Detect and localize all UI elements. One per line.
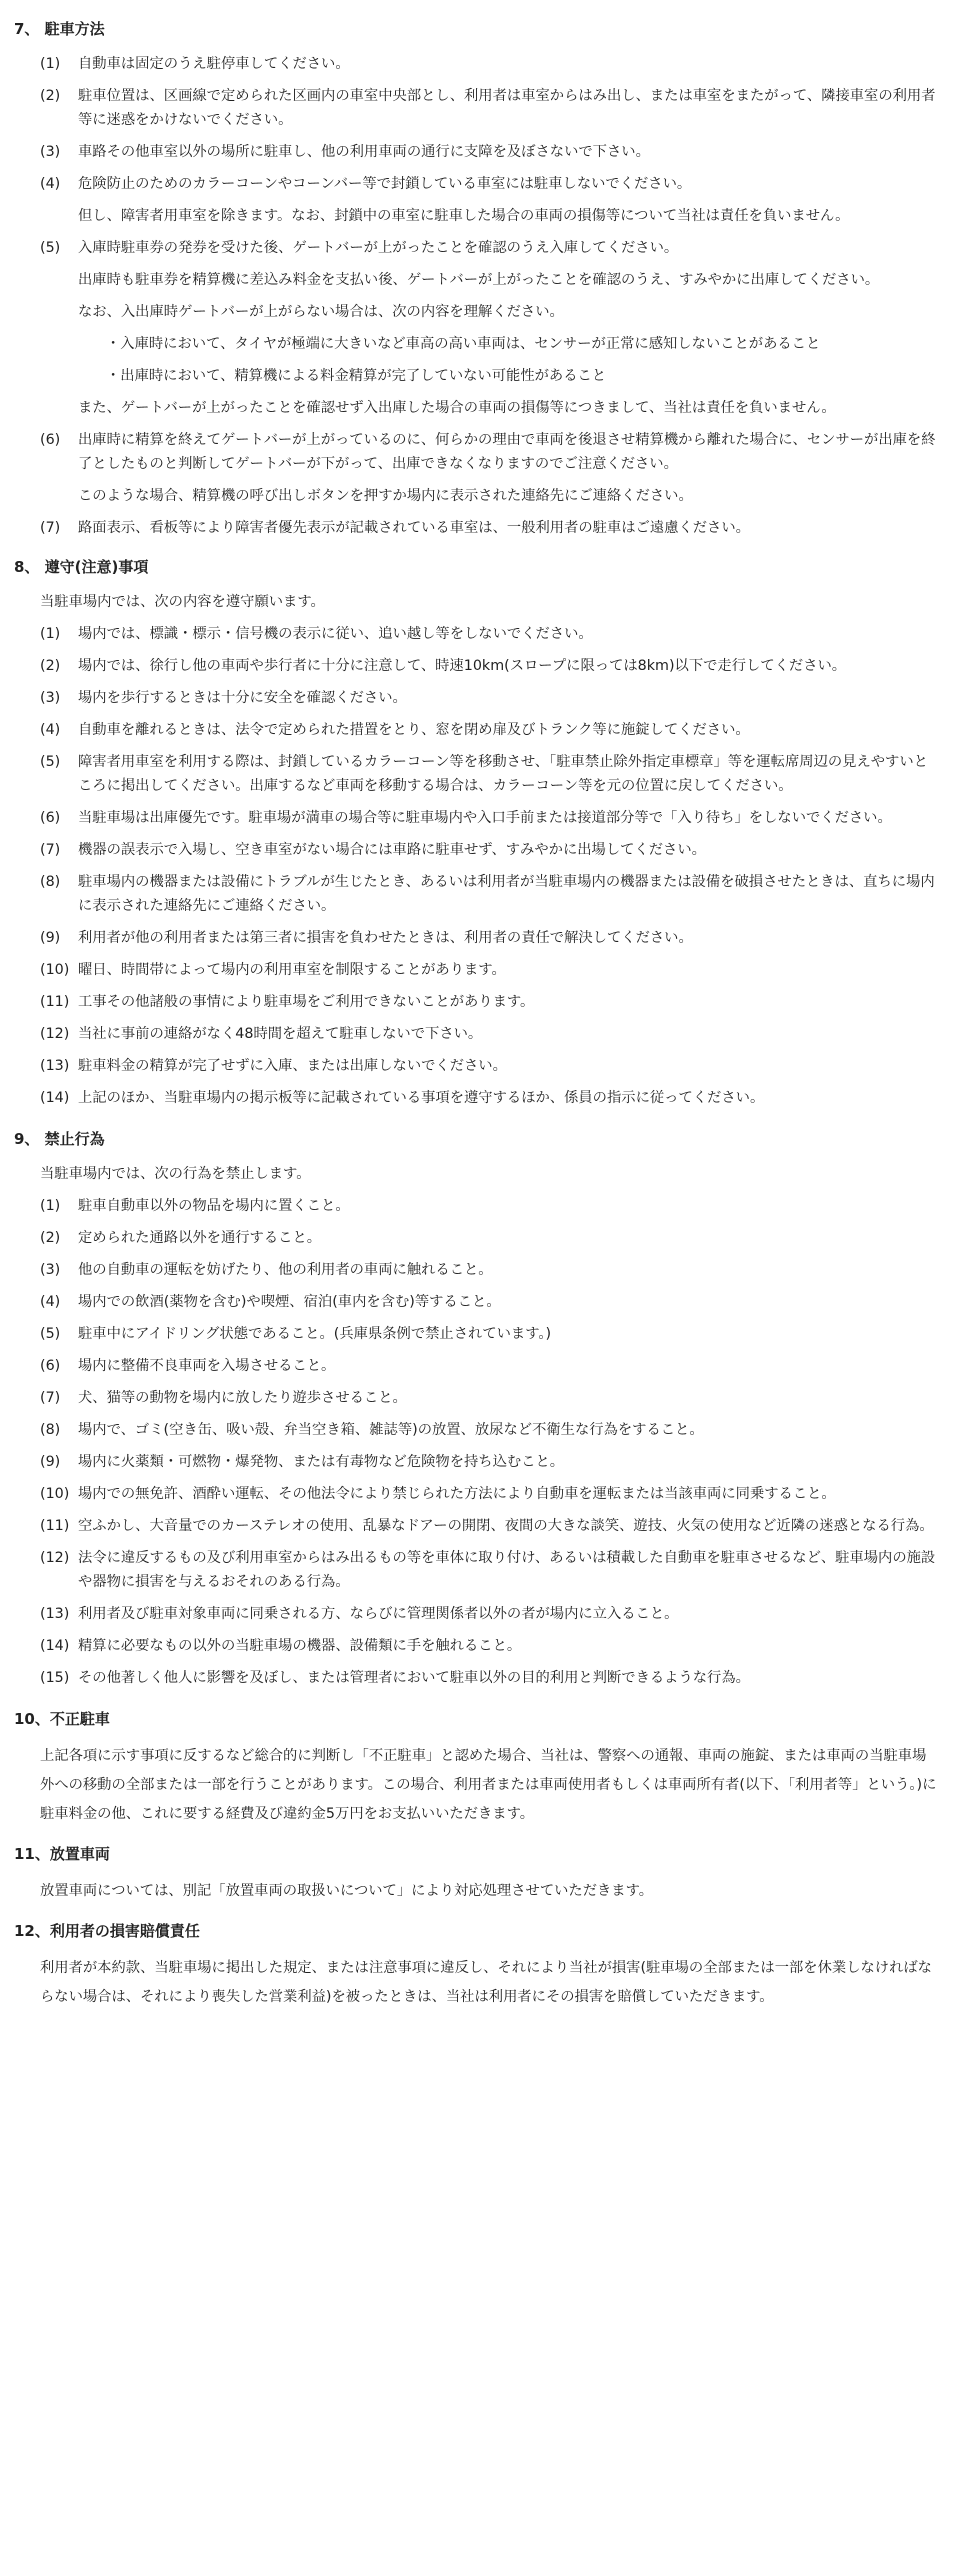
list-item [14,1514,947,1538]
list-item [14,1602,947,1626]
item-number: (8) [40,1422,61,1438]
item-text: 自動車は固定のうえ駐停車してください。 [78,56,350,72]
section-abandoned-vehicles [14,1843,947,1906]
item-text: 他の自動車の運転を妨げたり、他の利用者の車両に触れること。 [78,1262,493,1278]
list-item [14,236,947,420]
list-item [14,926,947,950]
list-item [14,84,947,132]
item-number: (4) [40,1294,61,1310]
item-text: 場内での無免許、酒酔い運転、その他法令により禁じられた方法により自動車を運転または当該車両に同乗すること。 [78,1486,836,1502]
section-user-liability [14,1920,947,2012]
list-item [14,172,947,228]
item-text: その他著しく他人に影響を及ぼし、または管理者において駐車以外の目的利用と判断できるような行為。 [78,1670,750,1686]
item-text: 駐車場内の機器または設備にトラブルが生じたとき、あるいは利用者が当駐車場内の機器または設備を破損させたときは、直ちに場内に表示された連絡先にご連絡ください。 [78,874,935,914]
item-text: 場内では、標識・標示・信号機の表示に従い、追い越し等をしないでください。 [78,626,593,642]
item-number: (1) [40,626,61,642]
list-item [14,750,947,798]
list-item [14,1322,947,1346]
list-item [14,428,947,508]
compliance-list [14,622,947,1110]
item-number: (10) [40,1486,70,1502]
list-item [14,958,947,982]
item-number: (1) [40,1198,61,1214]
section-paragraph: 放置車両については、別記「放置車両の取扱いについて」により対応処理させていただきます。 [40,1883,654,1899]
item-text: 空ふかし、大音量でのカーステレオの使用、乱暴なドアーの開閉、夜間の大きな談笑、遊技、火気の使用など近隣の迷惑となる行為。 [78,1518,934,1534]
list-item [14,1086,947,1110]
list-item [14,870,947,918]
item-text: 駐車位置は、区画線で定められた区画内の車室中央部とし、利用者は車室からはみ出し、または車室をまたがって、隣接車室の利用者等に迷惑をかけないでください。 [78,88,936,128]
item-number: (7) [40,520,61,536]
item-number: (2) [40,1230,61,1246]
item-text: 利用者が他の利用者または第三者に損害を負わせたときは、利用者の責任で解決してください。 [78,930,693,946]
item-text: 駐車料金の精算が完了せずに入庫、または出庫しないでください。 [78,1058,507,1074]
list-item [14,718,947,742]
item-text: 駐車中にアイドリング状態であること。(兵庫県条例で禁止されています。) [78,1326,552,1342]
list-item [14,1546,947,1594]
list-item [14,622,947,646]
list-item [14,1194,947,1218]
item-text: 場内に整備不良車両を入場させること。 [78,1358,336,1374]
list-item [14,1450,947,1474]
section-heading: 7、 駐車方法 [14,20,105,38]
item-number: (12) [40,1550,70,1566]
item-text: 当社に事前の連絡がなく48時間を超えて駐車しないで下さい。 [78,1026,483,1042]
item-subtext: なお、入出庫時ゲートバーが上がらない場合は、次の内容を理解ください。 [78,304,564,320]
item-text: 出庫時に精算を終えてゲートバーが上がっているのに、何らかの理由で車両を後退させ精算機から離れた場合に、センサーが出庫を終了としたものと判断してゲートバーが下がって、出庫できなくなりますのでご注意ください。 [78,432,936,472]
item-number: (15) [40,1670,70,1686]
list-item [14,654,947,678]
item-text: 場内での飲酒(薬物を含む)や喫煙、宿泊(車内を含む)等すること。 [78,1294,501,1310]
item-text: 法令に違反するもの及び利用車室からはみ出るもの等を車体に取り付け、あるいは積載した自動車を駐車させるなど、駐車場内の施設や器物に損害を与えるおそれのある行為。 [78,1550,936,1590]
item-text: 入庫時駐車券の発券を受けた後、ゲートバーが上がったことを確認のうえ入庫してください。 [78,240,679,256]
item-number: (3) [40,144,61,160]
item-text: 危険防止のためのカラーコーンやコーンバー等で封鎖している車室には駐車しないでください。 [78,176,692,192]
section-compliance [14,556,947,1110]
item-body [78,172,947,228]
item-text: 場内では、徐行し他の車両や歩行者に十分に注意して、時速10km(スロープに限っては8km)以下で走行してください。 [78,658,847,674]
item-subtext: このような場合、精算機の呼び出しボタンを押すか場内に表示された連絡先にご連絡ください。 [78,488,693,504]
item-number: (14) [40,1090,70,1106]
item-text: 駐車自動車以外の物品を場内に置くこと。 [78,1198,350,1214]
item-number: (7) [40,1390,61,1406]
list-item [14,1386,947,1410]
prohibited-list [14,1194,947,1690]
item-number: (6) [40,1358,61,1374]
item-number: (6) [40,432,61,448]
item-number: (3) [40,1262,61,1278]
list-item [14,1418,947,1442]
item-number: (2) [40,658,61,674]
section-heading: 10、不正駐車 [14,1710,110,1728]
section-intro: 当駐車場内では、次の内容を遵守願います。 [40,594,325,610]
item-text: 当駐車場は出庫優先です。駐車場が満車の場合等に駐車場内や入口手前または接道部分等で「入り待ち」をしないでください。 [78,810,892,826]
list-item [14,1054,947,1078]
list-item [14,52,947,76]
list-item [14,1258,947,1282]
item-number: (9) [40,930,61,946]
list-item [14,1022,947,1046]
item-number: (1) [40,56,61,72]
item-text: 曜日、時間帯によって場内の利用車室を制限することがあります。 [78,962,506,978]
item-text: 車路その他車室以外の場所に駐車し、他の利用車両の通行に支障を及ぼさないで下さい。 [78,144,650,160]
item-number: (7) [40,842,61,858]
item-number: (9) [40,1454,61,1470]
item-text: 精算に必要なもの以外の当駐車場の機器、設備類に手を触れること。 [78,1638,522,1654]
item-text: 工事その他諸般の事情により駐車場をご利用できないことがあります。 [78,994,535,1010]
item-number: (4) [40,176,61,192]
item-number: (12) [40,1026,70,1042]
item-number: (5) [40,240,61,256]
item-subtext: 但し、障害者用車室を除きます。なお、封鎖中の車室に駐車した場合の車両の損傷等について当社は責任を負いません。 [78,208,850,224]
item-text: 場内を歩行するときは十分に安全を確認ください。 [78,690,407,706]
list-item [14,1354,947,1378]
list-item [14,140,947,164]
list-item [14,1226,947,1250]
item-bullet: ・入庫時において、タイヤが極端に大きいなど車高の高い車両は、センサーが正常に感知しないことがあること [106,336,821,352]
item-text: 犬、猫等の動物を場内に放したり遊歩させること。 [78,1390,407,1406]
item-number: (10) [40,962,70,978]
item-number: (8) [40,874,61,890]
item-text: 障害者用車室を利用する際は、封鎖しているカラーコーン等を移動させ、「駐車禁止除外指定車標章」等を運転席周辺の見えやすいところに掲出してください。出庫するなど車両を移動する場合は、カラーコーン等を元の位置に戻してください。 [78,754,928,794]
item-number: (13) [40,1606,70,1622]
item-text: 利用者及び駐車対象車両に同乗される方、ならびに管理関係者以外の者が場内に立入ること。 [78,1606,679,1622]
item-number: (11) [40,1518,70,1534]
item-text: 定められた通路以外を通行すること。 [78,1230,322,1246]
list-item [14,838,947,862]
item-number: (13) [40,1058,70,1074]
list-item [14,990,947,1014]
item-text: 自動車を離れるときは、法令で定められた措置をとり、窓を閉め扉及びトランク等に施錠してください。 [78,722,750,738]
item-text: 路面表示、看板等により障害者優先表示が記載されている車室は、一般利用者の駐車はご遠慮ください。 [78,520,750,536]
list-item [14,686,947,710]
item-text: 場内に火薬類・可燃物・爆発物、または有毒物など危険物を持ち込むこと。 [78,1454,565,1470]
item-subtext: 出庫時も駐車券を精算機に差込み料金を支払い後、ゲートバーが上がったことを確認のうえ、すみやかに出庫してください。 [78,272,880,288]
item-text: 上記のほか、当駐車場内の掲示板等に記載されている事項を遵守するほか、係員の指示に従ってください。 [78,1090,765,1106]
section-parking-method [14,18,947,540]
item-number: (4) [40,722,61,738]
section-intro: 当駐車場内では、次の行為を禁止します。 [40,1166,311,1182]
item-number: (3) [40,690,61,706]
item-number: (5) [40,1326,61,1342]
list-item [14,516,947,540]
item-number: (5) [40,754,61,770]
section-heading: 12、利用者の損害賠償責任 [14,1922,200,1940]
item-number: (11) [40,994,70,1010]
item-number: (14) [40,1638,70,1654]
item-number: (6) [40,810,61,826]
section-illegal-parking [14,1708,947,1829]
section-prohibited-acts [14,1128,947,1690]
list-item [14,1482,947,1506]
list-item [14,1290,947,1314]
list-item [14,1634,947,1658]
section-heading: 11、放置車両 [14,1845,110,1863]
item-text: 場内で、ゴミ(空き缶、吸い殻、弁当空き箱、雑誌等)の放置、放尿など不衛生な行為をすること。 [78,1422,704,1438]
list-item [14,1666,947,1690]
list-item [14,806,947,830]
section-paragraph: 上記各項に示す事項に反するなど総合的に判断し「不正駐車」と認めた場合、当社は、警察への通報、車両の施錠、または車両の当駐車場外への移動の全部または一部を行うことがあります。この場合、利用者または車両使用者もしくは車両所有者(以下、「利用者等」という。)に駐車料金の他、これに要する経費及び違約金5万円をお支払いいただきます。 [40,1748,937,1822]
item-subtext: また、ゲートバーが上がったことを確認せず入出庫した場合の車両の損傷等につきまして、当社は責任を負いません。 [78,400,836,416]
item-text: 機器の誤表示で入場し、空き車室がない場合には車路に駐車せず、すみやかに出場してください。 [78,842,706,858]
item-number: (2) [40,88,61,104]
item-body [78,428,947,508]
section-heading: 8、 遵守(注意)事項 [14,558,149,576]
section-paragraph: 利用者が本約款、当駐車場に掲出した規定、または注意事項に違反し、それにより当社が損害(駐車場の全部または一部を休業しなければならない場合は、それにより喪失した営業利益)を被ったときは、当社は利用者にその損害を賠償していただきます。 [40,1960,932,2005]
item-bullet: ・出庫時において、精算機による料金精算が完了していない可能性があること [106,368,607,384]
item-body [78,236,947,420]
section-heading: 9、 禁止行為 [14,1130,105,1148]
